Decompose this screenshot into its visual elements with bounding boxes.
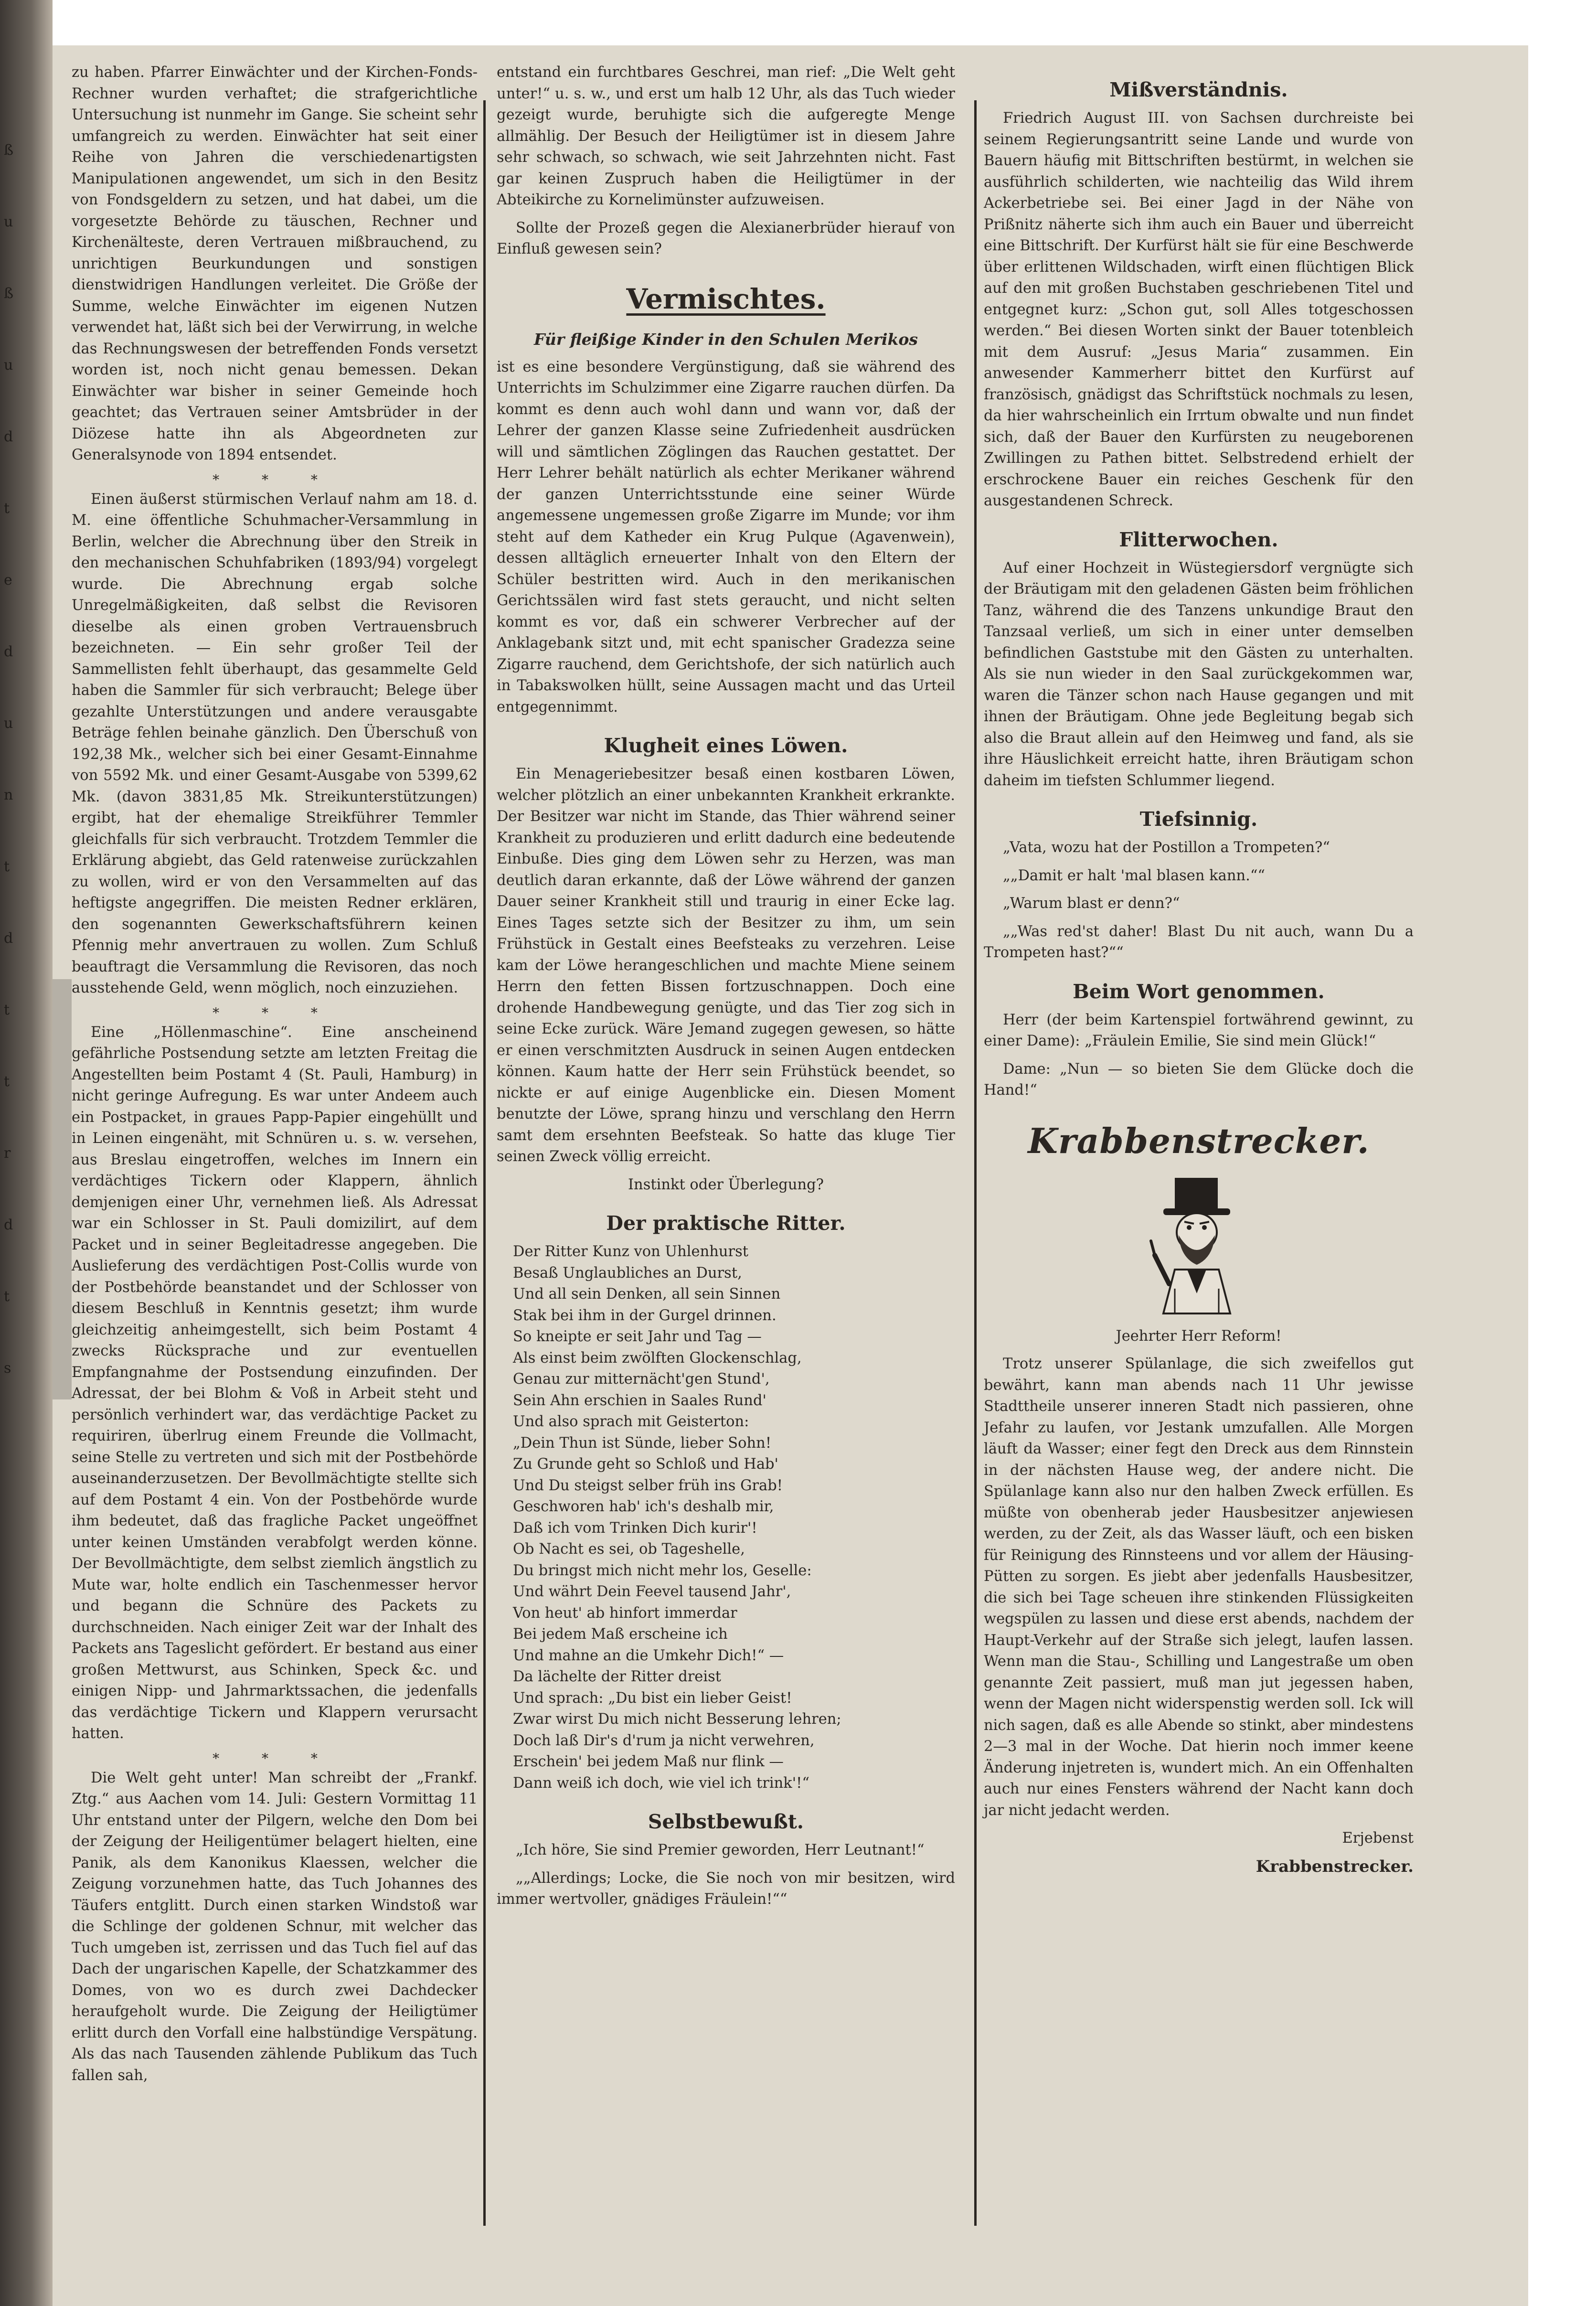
letter-body: Trotz unserer Spülanlage, die sich zweifellos gut bewährt, kann man abends nach 11 Uhr jewisse Stadttheile unserer inneren Stadt nich passieren, ohne Jefahr zu laufen, vor Jestank umzufallen. Alle Morgen läuft da Wasser; einer fegt den Dreck aus dem Rinnstein in der nächsten Hause weg, der andere nicht. Die Spülanlage kann also nur den halben Zweck erfüllen. Es müßte von obenherab jeder Hausbesitzer anjewiesen werden, zu der Zeit, als das Wasser läuft, och een bisken für Reinigung des Rinnsteens und vor allem der Häusing-Pütten zu sorgen. Es jiebt aber jedenfalls Hausbesitzer, die sich bei Tage scheuen ihre stinkenden Flüssigkeiten wegspülen zu lassen und diese erst abends, nachdem der Haupt-Verkehr auf der Straße sich jelegt, laufen lassen. Wenn man die Stau-, Schilling und Langestraße um oben genannte Zeit passiert, muß man jut jegessen haben, wenn der Magen nicht widerspenstig werden soll. Ick will nich sagen, daß es alle Abende so stinkt, aber mindestens 2—3 mal in der Woche. Dat hierin noch immer keene Änderung injetreten is, wundert mich. An ein Offenhalten auch nur eines Fensters während der Nacht kann doch jar nicht jedacht werden.: [984, 1356, 1414, 1819]
article-kinder-meriko: ist es eine besondere Vergünstigung, daß sie während des Unterrichts im Schulzimmer eine Zigarre rauchen dürfen. Da kommt es denn auch wohl dann und wann vor, daß der Lehrer der ganzen Klasse seine Zufriedenheit ausdrücken will und sämtlichen Zöglingen das Rauchen gestattet. Der Herr Lehrer behält natürlich als echter Merikaner während der ganzen Unterrichtsstunde eine seiner Würde angemessene ungemessen große Zigarre im Munde; vor ihm steht auf dem Katheder ein Krug Pulque (Agavenwein), dessen alltäglich erneuerter Inhalt von den Eltern der Schüler bestritten wird. Auch in den merikanischen Gerichtssälen wird fast stets geraucht, und nicht selten kommt es vor, daß ein schwerer Verbrecher auf der Anklagebank sitzt und, mit echt spanischer Gradezza seine Zigarre rauchend, dem Gerichtshofe, der sich natürlich auch in Tabakswolken hüllt, seine Aussagen macht und das Urteil entgegennimmt.: [497, 358, 955, 715]
instinkt-line: Instinkt oder Überlegung?: [628, 1176, 824, 1193]
column-middle: [497, 62, 955, 2240]
section-heading-vermischtes: Vermischtes.: [626, 282, 826, 315]
poem-line: Bei jedem Maß erscheine ich: [513, 1626, 728, 1643]
poem-line: So kneipte er seit Jahr und Tag —: [513, 1328, 762, 1345]
article-missverstaendnis: Friedrich August III. von Sachsen durchreiste bei seinem Regierungsantritt seine Lande und wurde von Bauern häufig mit Bittschriften bestürmt, in welchen sie ausführlich schilderten, wie nachteilig das Wild ihrem Ackerbetriebe sei. Bei einer Jagd in der Nähe von Prißnitz näherte sich ihm auch ein Bauer und überreicht eine Bittschrift. Der Kurfürst hält sie für eine Beschwerde über erlittenen Wildschaden, wirft einen flüchtigen Blick auf den mit großen Buchstaben geschriebenen Titel und entgegnet kurz: „Schon gut, soll Alles totgeschossen werden.“ Bei diesen Worten sinkt der Bauer totenbleich mit dem Ausruf: „Jesus Maria“ zusammen. Ein anwesender Kammerherr bittet den Kurfürst auf französisch, gnädigst das Schriftstück nochmals zu lesen, da hier wahrscheinlich ein Irrtum obwalte und nun findet sich, daß der Bauer den Kurfürsten zu neugeborenen Zwillingen zu Pathen bittet. Selbstredend erhielt der erschrockene Bauer ein reiches Geschenk für den ausgestandenen Schreck.: [984, 110, 1414, 509]
heading-praktische-ritter: Der praktische Ritter.: [606, 1212, 846, 1235]
poem-line: Sein Ahn erschien in Saales Rund': [513, 1392, 766, 1409]
separator-asterisks: * * *: [213, 1004, 337, 1021]
poem-line: Du bringst mich nicht mehr los, Geselle:: [513, 1562, 812, 1579]
heading-missverstaendnis: Mißverständnis.: [1109, 78, 1288, 101]
article-schuhmacher: Einen äußerst stürmischen Verlauf nahm am 18. d. M. eine öffentliche Schuhmacher-Versammlung in Berlin, welcher die Abrechnung über den Streik in den mechanischen Schuhfabriken (1893/94) vorgelegt wurde. Die Abrechnung ergab solche Unregelmäßigkeiten, daß selbst die Revisoren dieselbe als einen groben Vertrauensbruch bezeichneten. — Ein sehr großer Teil der Sammellisten fehlt überhaupt, das gesammelte Geld haben die Sammler für sich verbraucht; Belege über gezahlte Unterstützungen und andere verausgabte Beträge fehlen beinahe gänzlich. Den Überschuß von 192,38 Mk., welcher sich bei einer Gesamt-Einnahme von 5592 Mk. und einer Gesamt-Ausgabe von 5399,62 Mk. (davon 3831,85 Mk. Streikunterstützungen) ergibt, hat der ehemalige Streikführer Temmler gleichfalls für sich verbraucht. Trotzdem Temmler die Erklärung abgiebt, das Geld ratenweise zurückzahlen zu wollen, wird er von den Versammelten auf das heftigste angegriffen. Die meisten Redner erklären, den sogenannten Gewerkschaftsführern keinen Pfennig mehr anvertrauen zu wollen. Zum Schluß beauftragt die Versammlung die Revisoren, das noch ausstehende Geld, wenn möglich, noch einzuziehen.: [72, 491, 478, 996]
separator-asterisks: * * *: [213, 1750, 337, 1766]
poem-line: Ob Nacht es sei, ob Tageshelle,: [513, 1541, 745, 1558]
poem-line: Und all sein Denken, all sein Sinnen: [513, 1286, 781, 1302]
article-welt-geht-unter-close: Sollte der Prozeß gegen die Alexianerbrüder hierauf von Einfluß gewesen sein?: [497, 219, 955, 257]
article-hoellenmaschine: Eine „Höllenmaschine“. Eine anscheinend gefährliche Postsendung setzte am letzten Freitag die Angestellten beim Postamt 4 (St. Pauli, Hamburg) in nicht geringe Aufregung. Es war unter Andeem auch ein Postpacket, in graues Papp-Papier eingehüllt und in Leinen eingenäht, mit Schnüren u. s. w. versehen, aus Breslau eingetroffen, welches im Innern ein verdächtiges Tickern oder Klappern, ähnlich demjenigen einer Uhr, vernehmen ließ. Als Adressat war ein Schlosser in St. Pauli domizilirt, auf dem Packet und in seiner Begleitadresse angegeben. Die Auslieferung des verdächtigen Post-Collis wurde von der Postbehörde beanstandet und der Schlosser von diesem Beschluß in Kenntnis gesetzt; ihm wurde gleichzeitig anheimgestellt, sich beim Postamt 4 zwecks Rücksprache und zur eventuellen Empfangnahme der Postsendung einzufinden. Der Adressat, der bei Blohm & Voß in Arbeit steht und persönlich verhindert war, das verdächtige Packet zu requiriren, überlrug einem Freunde die Vollmacht, seine Stelle zu vertreten und sich mit der Postbehörde auseinanderzusetzen. Der Bevollmächtigte stellte sich auf dem Postamt 4 ein. Von der Postbehörde wurde ihm bedeutet, daß das fragliche Packet ungeöffnet unter keinen Umständen verabfolgt werden könne. Der Bevollmächtigte, dem selbst ziemlich ängstlich zu Mute war, holte endlich ein Taschenmesser hervor und begann die Schnüre des Packets zu durchschneiden. Nach einiger Zeit war der Inhalt des Packets ans Tageslicht gefördert. Er bestand aus einer großen Mettwurst, aus Schinken, Speck &c. und einigen Nipp- und Jahrmarktssachen, die jedenfalls das verdächtige Tickern und Klappern verursacht hatten.: [72, 1024, 478, 1742]
poem-line: Zwar wirst Du mich nicht Besserung lehren;: [513, 1711, 841, 1728]
dialogue-line: „Warum blast er denn?“: [1003, 895, 1180, 912]
heading-selbstbewusst: Selbstbewußt.: [648, 1810, 804, 1833]
poem-line: Geschworen hab' ich's deshalb mir,: [513, 1498, 774, 1515]
letter-closing: Erjebenst: [1342, 1830, 1414, 1847]
column-rule-1: [483, 100, 486, 2226]
dialogue-line: „„Damit er halt 'mal blasen kann.““: [1003, 867, 1265, 884]
column-right: [984, 62, 1414, 2240]
poem-line: Und Du steigst selber früh ins Grab!: [513, 1477, 783, 1494]
poem-line: Erschein' bei jedem Maß nur flink —: [513, 1753, 784, 1770]
heading-tiefsinnig: Tiefsinnig.: [1139, 808, 1258, 831]
dialogue-line: „Vata, wozu hat der Postillon a Trompeten?“: [1003, 839, 1330, 856]
poem-line: Dann weiß ich doch, wie viel ich trink'!“: [513, 1774, 809, 1792]
article-flitterwochen: Auf einer Hochzeit in Wüstegiersdorf vergnügte sich der Bräutigam mit den geladenen Gästen beim fröhlichen Tanz, während die des Tanzens unkundige Braut den Tanzsaal verließ, um sich in einer unter demselben befindlichen Gaststube mit den Gästen zu unterhalten. Als sie nun wieder in den Saal zurückgekommen war, waren die Tänzer schon nach Hause gegangen und mit ihnen der Bräutigam. Ohne jede Begleitung begab sich also die Braut allein auf den Heimweg und fand, als sie ihre Häuslichkeit erreicht hatte, ihren Bräutigam schon daheim im tiefsten Schlummer liegend.: [984, 559, 1414, 789]
letter-salutation: Jeehrter Herr Reform!: [1116, 1327, 1282, 1345]
poem-ritter: [497, 1241, 955, 1794]
dialogue-line: „„Was red'st daher! Blast Du nit auch, wann Du a Trompeten hast?““: [984, 923, 1414, 961]
heading-beim-wort: Beim Wort genommen.: [1073, 980, 1325, 1003]
poem-line: „Dein Thun ist Sünde, lieber Sohn!: [513, 1434, 772, 1452]
dialogue-line: „Ich höre, Sie sind Premier geworden, Herr Leutnant!“: [516, 1842, 925, 1858]
page-right-blank: [1528, 0, 1596, 2306]
poem-line: Und also sprach mit Geisterton:: [513, 1413, 749, 1430]
page-crease-shadow: [53, 979, 72, 1399]
dialogue-line: „„Allerdings; Locke, die Sie noch von mir besitzen, wird immer wertvoller, gnädiges Fräulein!““: [497, 1869, 955, 1908]
dialogue-line: Herr (der beim Kartenspiel fortwährend gewinnt, zu einer Dame): „Fräulein Emilie, Sie sind mein Glück!“: [984, 1011, 1414, 1049]
poem-line: Und mahne an die Umkehr Dich!“ —: [513, 1647, 784, 1664]
article-einwaechter-end: zu haben. Pfarrer Einwächter und der Kirchen-Fonds-Rechner wurden verhaftet; die strafgerichtliche Untersuchung ist nunmehr im Gange. Sie scheint sehr umfangreich zu werden. Einwächter hat seit einer Reihe von Jahren die verschiedenartigsten Manipulationen angewendet, um sich in den Besitz von Fondsgeldern zu setzen, und hat dabei, um die vorgesetzte Behörde zu täuschen, Rechner und Kirchenälteste, deren Vertrauen mißbrauchend, zu unrichtigen Beurkundungen und sonstigen dienstwidrigen Handlungen verleitet. Die Größe der Summe, welche Einwächter im eigenen Nutzen verwendet hat, läßt sich bei der Verwirrung, in welche das Rechnungswesen der betreffenden Fonds versetzt worden ist, noch nicht genau bemessen. Dekan Einwächter war bisher in seiner Gemeinde hoch geachtet; das Vertrauen seiner Amtsbrüder in der Diözese hatte ihn als Abgeordneten zur Generalsynode von 1894 entsendet.: [72, 64, 478, 463]
margin-cut-glyphs: ß u ß u d t e d u n t d t t r d t s: [4, 142, 14, 1377]
poem-line: Von heut' ab hinfort immerdar: [513, 1604, 737, 1622]
poem-line: Und sprach: „Du bist ein lieber Geist!: [513, 1689, 792, 1707]
poem-line: Daß ich vom Trinken Dich kurir'!: [513, 1519, 757, 1537]
poem-line: Stak bei ihm in der Gurgel drinnen.: [513, 1307, 777, 1324]
column-rule-2: [974, 100, 977, 2226]
poem-line: Als einst beim zwölften Glockenschlag,: [513, 1349, 802, 1367]
poem-line: Besaß Unglaubliches an Durst,: [513, 1264, 742, 1281]
column-left: [72, 62, 478, 2240]
heading-flitterwochen: Flitterwochen.: [1119, 528, 1278, 551]
heading-kinder-meriko: Für fleißige Kinder in den Schulen Merikos: [534, 330, 918, 349]
heading-krabbenstrecker: Krabbenstrecker.: [1028, 1120, 1370, 1161]
heading-klugheit-loewe: Klugheit eines Löwen.: [604, 734, 848, 757]
gentleman-top-hat-illustration: [1141, 1174, 1256, 1317]
letter-signature: Krabbenstrecker.: [1256, 1857, 1414, 1876]
poem-line: Der Ritter Kunz von Uhlenhurst: [513, 1243, 749, 1260]
poem-line: Und währt Dein Feevel tausend Jahr',: [513, 1583, 791, 1600]
article-welt-geht-unter-cont: entstand ein furchtbares Geschrei, man rief: „Die Welt geht unter!“ u. s. w., und erst um halb 12 Uhr, als das Tuch wieder gezeigt wurde, beruhigte sich die aufgeregte Menge allmählig. Der Besuch der Heiligtümer ist in diesem Jahre sehr schwach, so schwach, wie seit Jahrzehnten nicht. Fast gar keinen Zuspruch haben die Heiligtümer in der Abteikirche zu Kornelimünster aufzuweisen.: [497, 64, 955, 208]
article-welt-geht-unter: Die Welt geht unter! Man schreibt der „Frankf. Ztg.“ aus Aachen vom 14. Juli: Gestern Vormittag 11 Uhr entstand unter der Pilgern, welche den Dom bei der Zeigung der Heiligentümer belagert hielten, eine Panik, als dem Kanonikus Klaessen, welcher die Zeigung vorzunehmen hatte, das Tuch Johannes des Täufers entglitt. Durch einen starken Windstoß war die Schlinge der goldenen Schnur, mit welcher das Tuch umgeben ist, zerrissen und das Tuch fiel auf das Dach der ungarischen Kapelle, der Schatzkammer des Domes, von wo es durch zwei Dachdecker heraufgeholt wurde. Die Zeigung der Heiligtümer erlitt durch den Vorfall eine halbstündige Verspätung. Als das nach Tausenden zählende Publikum das Tuch fallen sah,: [72, 1769, 478, 2084]
poem-line: Da lächelte der Ritter dreist: [513, 1668, 722, 1685]
separator-asterisks: * * *: [213, 471, 337, 488]
poem-line: Zu Grunde geht so Schloß und Hab': [513, 1456, 778, 1473]
poem-line: Doch laß Dir's d'rum ja nicht verwehren,: [513, 1732, 815, 1749]
dialogue-line: Dame: „Nun — so bieten Sie dem Glücke doch die Hand!“: [984, 1060, 1414, 1099]
poem-line: Genau zur mitternächt'gen Stund',: [513, 1371, 770, 1388]
article-klugheit-loewe: Ein Menageriebesitzer besaß einen kostbaren Löwen, welcher plötzlich an einer unbekannten Krankheit erkrankte. Der Besitzer war nicht im Stande, das Thier während seiner Krankheit zu produzieren und erlitt dadurch eine bedeutende Einbuße. Dies ging dem Löwen sehr zu Herzen, was man deutlich daran erkannte, daß der Löwe während der ganzen Dauer seiner Krankheit still und traurig in einer Ecke lag. Eines Tages setzte sich der Besitzer zu ihm, um sein Frühstück in Gestalt eines Beefsteaks zu verzehren. Leise kam der Löwe herangeschlichen und machte Miene seinem Herrn den fetten Bissen fortzuschnappen. Doch eine drohende Handbewegung genügte, und das Tier zog sich in seine Ecke zurück. Wäre Jemand zugegen gewesen, so hätte er einen verschmitzten Ausdruck in seinen Augen entdecken können. Kaum hatte der Herr sein Frühstück beendet, so nickte er auf einige Augenblicke ein. Diesen Moment benutzte der Löwe, sprang hinzu und verschlang den Herrn samt dem ersehnten Beefsteak. So hatte das kluge Tier seinen Zweck völlig erreicht.: [497, 766, 955, 1165]
